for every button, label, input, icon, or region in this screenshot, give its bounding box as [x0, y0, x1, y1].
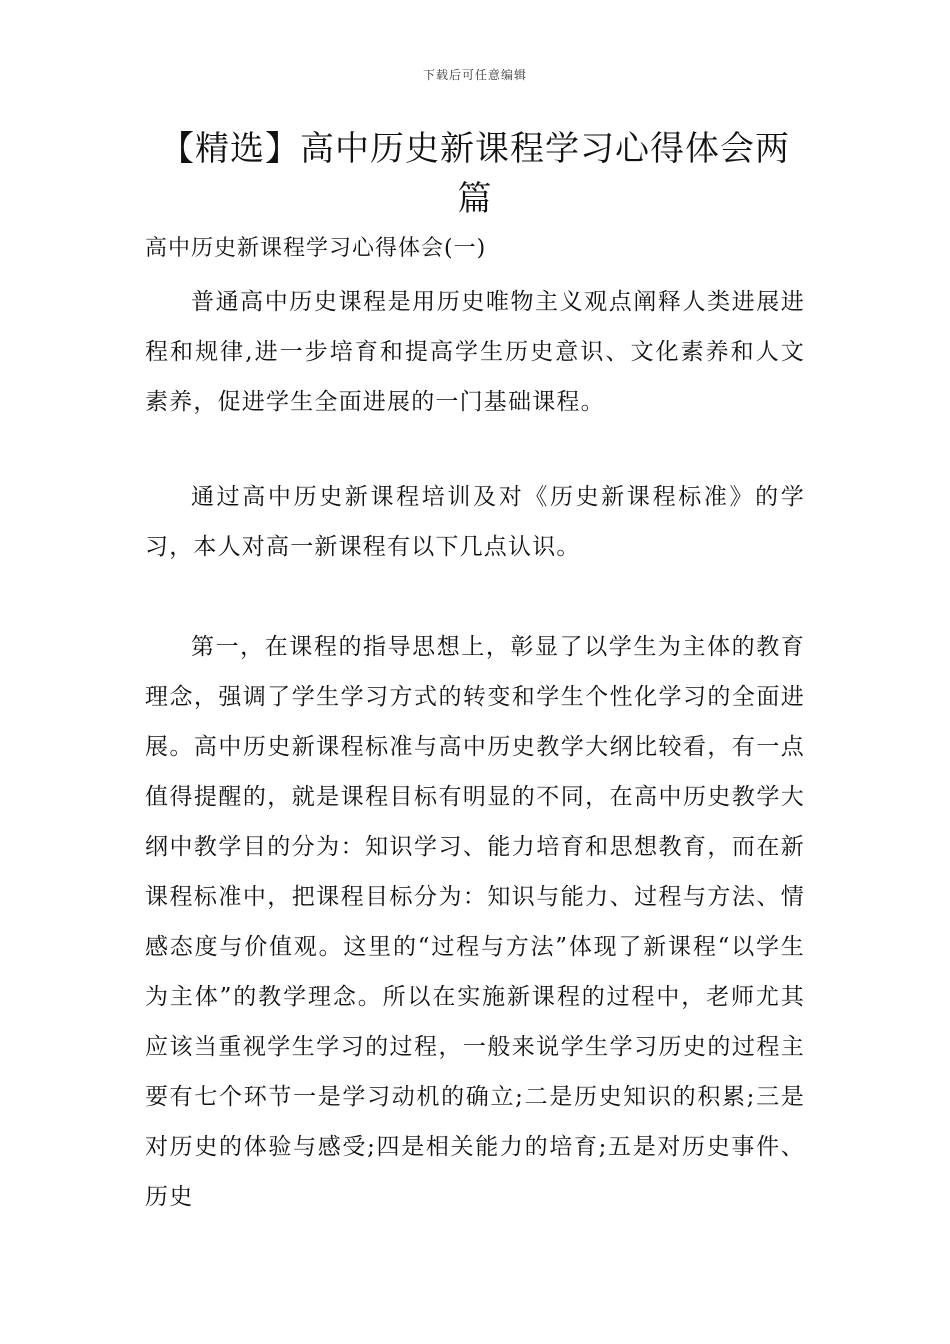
document-title: 【精选】高中历史新课程学习心得体会两篇 — [160, 129, 790, 219]
paragraph-2: 通过高中历史新课程培训及对《历史新课程标准》的学习，本人对高一新课程有以下几点认识。 — [145, 484, 805, 560]
section-subtitle: 高中历史新课程学习心得体会(一) — [145, 236, 487, 261]
header-note: 下载后可任意编辑 — [422, 68, 527, 82]
paragraph-1: 普通高中历史课程是用历史唯物主义观点阐释人类进展进程和规律,进一步培育和提高学生历史意识、文化素养和人文素养，促进学生全面进展的一门基础课程。 — [145, 289, 805, 415]
paragraph-3: 第一，在课程的指导思想上，彰显了以学生为主体的教育理念，强调了学生学习方式的转变和学生个性化学习的全面进展。高中历史新课程标准与高中历史教学大纲比较看，有一点值得提醒的，就是课程目标有明显的不同，在高中历史教学大纲中教学目的分为：知识学习、能力培育和思想教育，而在新课程标准中，把课程目标分为：知识与能力、过程与方法、情感态度与价值观。这里的“过程与方法”体现了新课程“以学生为主体”的教学理念。所以在实施新课程的过程中，老师尤其应该当重视学生学习的过程，一般来说学生学习历史的过程主要有七个环节一是学习动机的确立;二是历史知识的积累;三是对历史的体验与感受;四是相关能力的培育;五是对历史事件、历史 — [145, 634, 805, 1210]
